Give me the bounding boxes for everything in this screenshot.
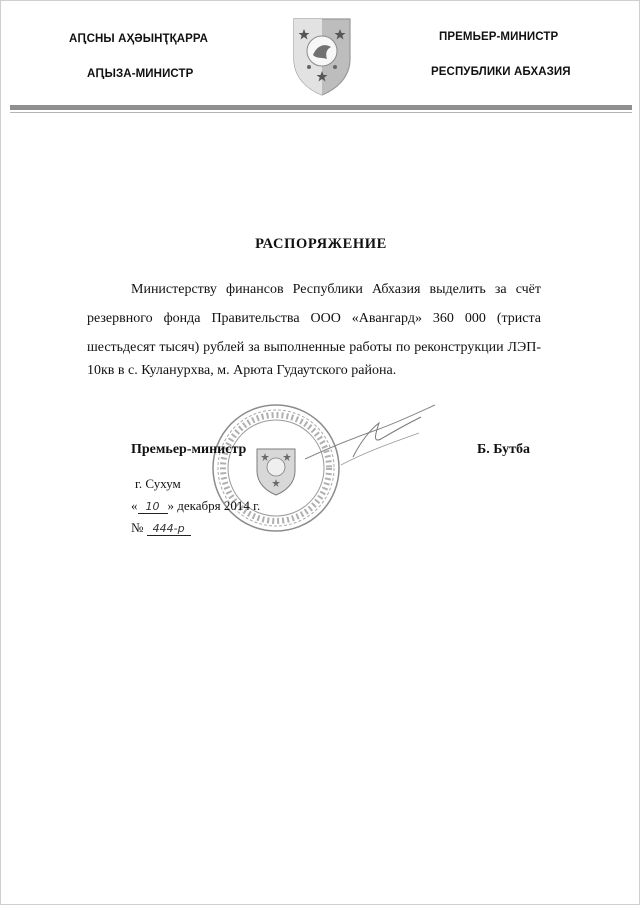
issue-date bbox=[131, 498, 260, 514]
header-divider-thin bbox=[10, 112, 632, 113]
header-left-subtitle: АԤЫЗА-МИНИСТР bbox=[87, 68, 194, 80]
body-line: резервного фонда Правительства ООО «Авангард» 360 000 (триста bbox=[87, 311, 541, 326]
date-day: 10 bbox=[138, 501, 168, 514]
document-title: РАСПОРЯЖЕНИЕ bbox=[255, 236, 387, 252]
date-month-year: » декабря 2014 г. bbox=[167, 498, 261, 513]
header-left-title: АԤСНЫ АҲӘЫНҬҚАРРА bbox=[69, 33, 209, 45]
city: г. Сухум bbox=[135, 476, 181, 491]
signatory-position: Премьер-министр bbox=[131, 442, 247, 457]
handwritten-signature bbox=[301, 399, 441, 471]
body-line: Министерству финансов Республики Абхазия выделить за счёт bbox=[131, 282, 541, 297]
signatory-name: Б. Бутба bbox=[477, 442, 531, 457]
body-line: шестьдесят тысяч) рублей за выполненные работы по реконструкции ЛЭП- bbox=[87, 340, 541, 355]
header-right-title: ПРЕМЬЕР-МИНИСТР bbox=[439, 31, 559, 43]
body-line: 10кв в с. Кулануpхва, м. Арюта Гудаутского района. bbox=[87, 363, 397, 378]
number-label: № bbox=[131, 520, 144, 535]
date-open-quote: « bbox=[131, 498, 138, 513]
header-divider bbox=[10, 105, 632, 110]
number-value: 444-р bbox=[147, 523, 191, 536]
coat-of-arms-icon bbox=[291, 15, 353, 97]
document-number bbox=[131, 520, 191, 536]
header-right-subtitle: РЕСПУБЛИКИ АБХАЗИЯ bbox=[431, 66, 571, 78]
